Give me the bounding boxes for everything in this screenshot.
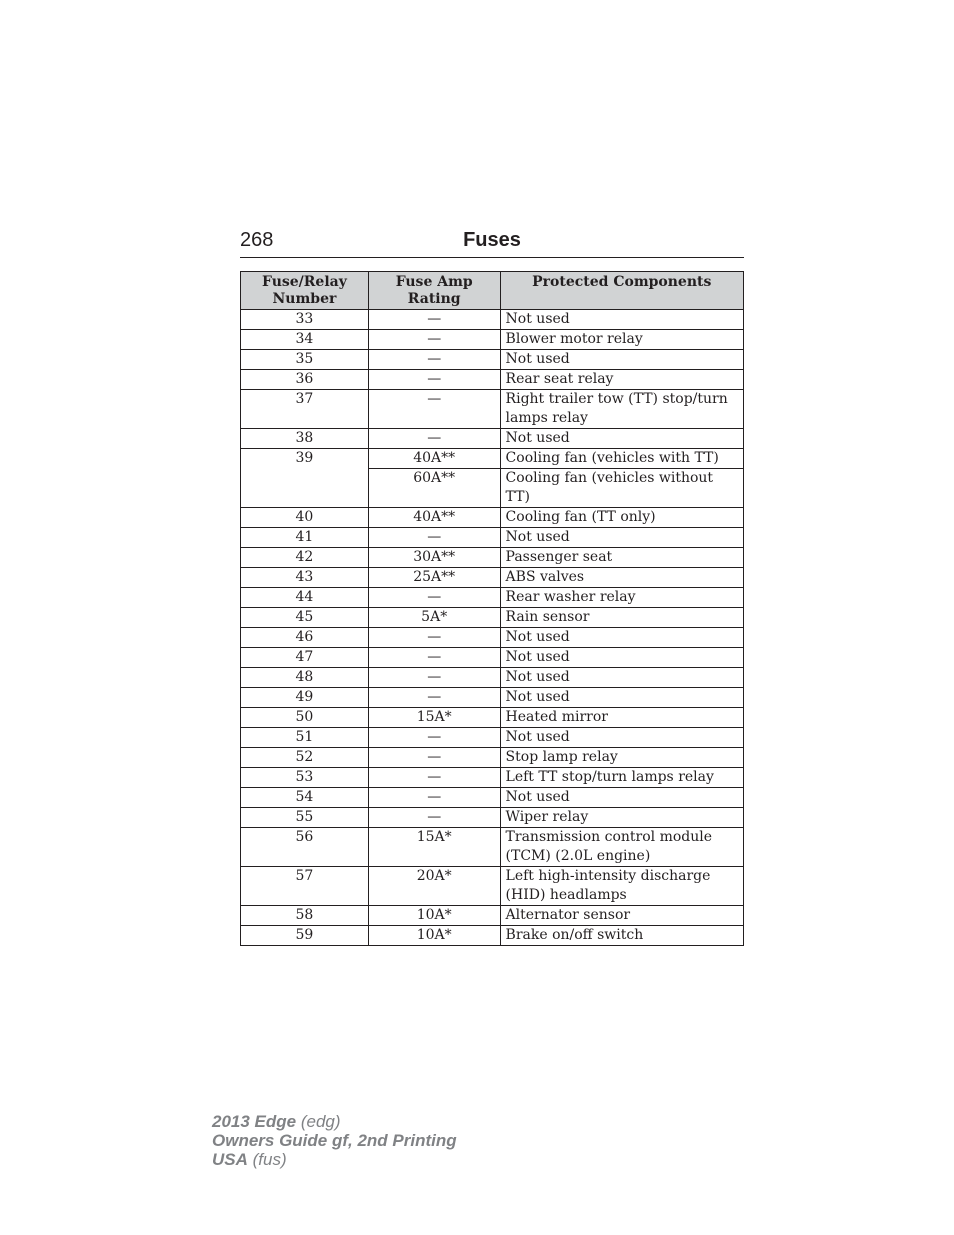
fuse-number-cell: 41: [241, 528, 369, 548]
fuse-number-cell: 44: [241, 588, 369, 608]
protected-component-cell: Brake on/off switch: [500, 926, 743, 946]
protected-component-cell: Not used: [500, 788, 743, 808]
fuse-number-cell: 56: [241, 828, 369, 867]
table-row: [241, 588, 744, 608]
table-row: [241, 370, 744, 390]
protected-component-cell: Passenger seat: [500, 548, 743, 568]
protected-component-cell: Blower motor relay: [500, 330, 743, 350]
fuse-number-cell: 50: [241, 708, 369, 728]
amp-rating-cell: 15A*: [368, 708, 500, 728]
table-row: [241, 768, 744, 788]
table-header-row: [241, 272, 744, 310]
fuse-number-cell: 59: [241, 926, 369, 946]
amp-rating-cell: —: [368, 588, 500, 608]
footer-model-code: (edg): [300, 1112, 341, 1131]
protected-component-cell: Not used: [500, 668, 743, 688]
column-header-amp: Fuse Amp Rating: [368, 272, 500, 310]
fuse-number-cell: 46: [241, 628, 369, 648]
page-number: 268: [240, 229, 274, 251]
fuse-number-cell: 34: [241, 330, 369, 350]
protected-component-cell: Left TT stop/turn lamps relay: [500, 768, 743, 788]
fuse-number-cell: 33: [241, 310, 369, 330]
protected-component-cell: Not used: [500, 429, 743, 449]
table-row: [241, 808, 744, 828]
table-row: [241, 390, 744, 429]
table-body: [241, 310, 744, 946]
fuse-number-cell: 55: [241, 808, 369, 828]
protected-component-cell: Cooling fan (vehicles without TT): [500, 469, 743, 508]
table-row: [241, 708, 744, 728]
protected-component-cell: Heated mirror: [500, 708, 743, 728]
table-row: [241, 728, 744, 748]
amp-rating-cell: 40A**: [368, 449, 500, 469]
amp-rating-cell: 25A**: [368, 568, 500, 588]
amp-rating-cell: 5A*: [368, 608, 500, 628]
amp-rating-cell: —: [368, 808, 500, 828]
amp-rating-cell: —: [368, 528, 500, 548]
protected-component-cell: Rain sensor: [500, 608, 743, 628]
table-row: [241, 429, 744, 449]
amp-rating-cell: —: [368, 688, 500, 708]
fuse-number-cell: 45: [241, 608, 369, 628]
footer-region-code: (fus): [252, 1150, 287, 1169]
protected-component-cell: Rear seat relay: [500, 370, 743, 390]
protected-component-cell: Not used: [500, 728, 743, 748]
table-row: [241, 748, 744, 768]
table-row: [241, 508, 744, 528]
table-row: [241, 648, 744, 668]
amp-rating-cell: 60A**: [368, 469, 500, 508]
amp-rating-cell: 20A*: [368, 867, 500, 906]
table-row: [241, 906, 744, 926]
table-row: [241, 350, 744, 370]
amp-rating-cell: —: [368, 330, 500, 350]
fuse-number-cell: 40: [241, 508, 369, 528]
amp-rating-cell: 30A**: [368, 548, 500, 568]
table-row: [241, 548, 744, 568]
protected-component-cell: Rear washer relay: [500, 588, 743, 608]
amp-rating-cell: 40A**: [368, 508, 500, 528]
table-row: [241, 449, 744, 469]
amp-rating-cell: —: [368, 668, 500, 688]
table-row: [241, 568, 744, 588]
column-header-number: Fuse/Relay Number: [241, 272, 369, 310]
fuse-number-cell: 42: [241, 548, 369, 568]
protected-component-cell: Wiper relay: [500, 808, 743, 828]
footer-model: 2013 Edge: [212, 1112, 297, 1131]
table-row: [241, 310, 744, 330]
amp-rating-cell: 15A*: [368, 828, 500, 867]
fuse-number-cell: 48: [241, 668, 369, 688]
fuse-number-cell: 53: [241, 768, 369, 788]
protected-component-cell: ABS valves: [500, 568, 743, 588]
amp-rating-cell: 10A*: [368, 926, 500, 946]
fuse-number-cell: 37: [241, 390, 369, 429]
table-row: [241, 867, 744, 906]
protected-component-cell: Cooling fan (vehicles with TT): [500, 449, 743, 469]
fuse-number-cell: 57: [241, 867, 369, 906]
amp-rating-cell: 10A*: [368, 906, 500, 926]
amp-rating-cell: —: [368, 788, 500, 808]
fuse-table: [240, 271, 744, 946]
protected-component-cell: Not used: [500, 310, 743, 330]
amp-rating-cell: —: [368, 310, 500, 330]
protected-component-cell: Not used: [500, 528, 743, 548]
footer-line-1: [212, 1112, 457, 1131]
page-title: Fuses: [463, 229, 521, 251]
footer-line-2: [212, 1131, 457, 1150]
footer: [212, 1112, 457, 1169]
table-row: [241, 926, 744, 946]
protected-component-cell: Not used: [500, 628, 743, 648]
table-row: [241, 668, 744, 688]
fuse-number-cell: 38: [241, 429, 369, 449]
table-row: [241, 628, 744, 648]
footer-line-3: [212, 1150, 457, 1169]
protected-component-cell: Transmission control module (TCM) (2.0L engine): [500, 828, 743, 867]
amp-rating-cell: —: [368, 728, 500, 748]
table-row: [241, 828, 744, 867]
protected-component-cell: Left high-intensity discharge (HID) headlamps: [500, 867, 743, 906]
table-row: [241, 528, 744, 548]
table-row: [241, 330, 744, 350]
amp-rating-cell: —: [368, 390, 500, 429]
protected-component-cell: Stop lamp relay: [500, 748, 743, 768]
fuse-number-cell: 52: [241, 748, 369, 768]
protected-component-cell: Not used: [500, 688, 743, 708]
fuse-number-cell: 47: [241, 648, 369, 668]
protected-component-cell: Not used: [500, 350, 743, 370]
amp-rating-cell: —: [368, 429, 500, 449]
amp-rating-cell: —: [368, 628, 500, 648]
amp-rating-cell: —: [368, 370, 500, 390]
table-row: [241, 688, 744, 708]
fuse-number-cell: 51: [241, 728, 369, 748]
fuse-number-cell: 49: [241, 688, 369, 708]
fuse-number-cell: 35: [241, 350, 369, 370]
fuse-number-cell: 43: [241, 568, 369, 588]
protected-component-cell: Not used: [500, 648, 743, 668]
fuse-number-cell: 54: [241, 788, 369, 808]
amp-rating-cell: —: [368, 350, 500, 370]
amp-rating-cell: —: [368, 768, 500, 788]
amp-rating-cell: —: [368, 648, 500, 668]
protected-component-cell: Right trailer tow (TT) stop/turn lamps relay: [500, 390, 743, 429]
amp-rating-cell: —: [368, 748, 500, 768]
footer-region: USA: [212, 1150, 248, 1169]
table-row: [241, 608, 744, 628]
protected-component-cell: Alternator sensor: [500, 906, 743, 926]
page-header: [240, 229, 744, 258]
footer-guide: Owners Guide gf, 2nd Printing: [212, 1131, 457, 1150]
fuse-number-cell: 39: [241, 449, 369, 508]
protected-component-cell: Cooling fan (TT only): [500, 508, 743, 528]
column-header-components: Protected Components: [500, 272, 743, 310]
fuse-number-cell: 58: [241, 906, 369, 926]
table-row: [241, 788, 744, 808]
fuse-number-cell: 36: [241, 370, 369, 390]
